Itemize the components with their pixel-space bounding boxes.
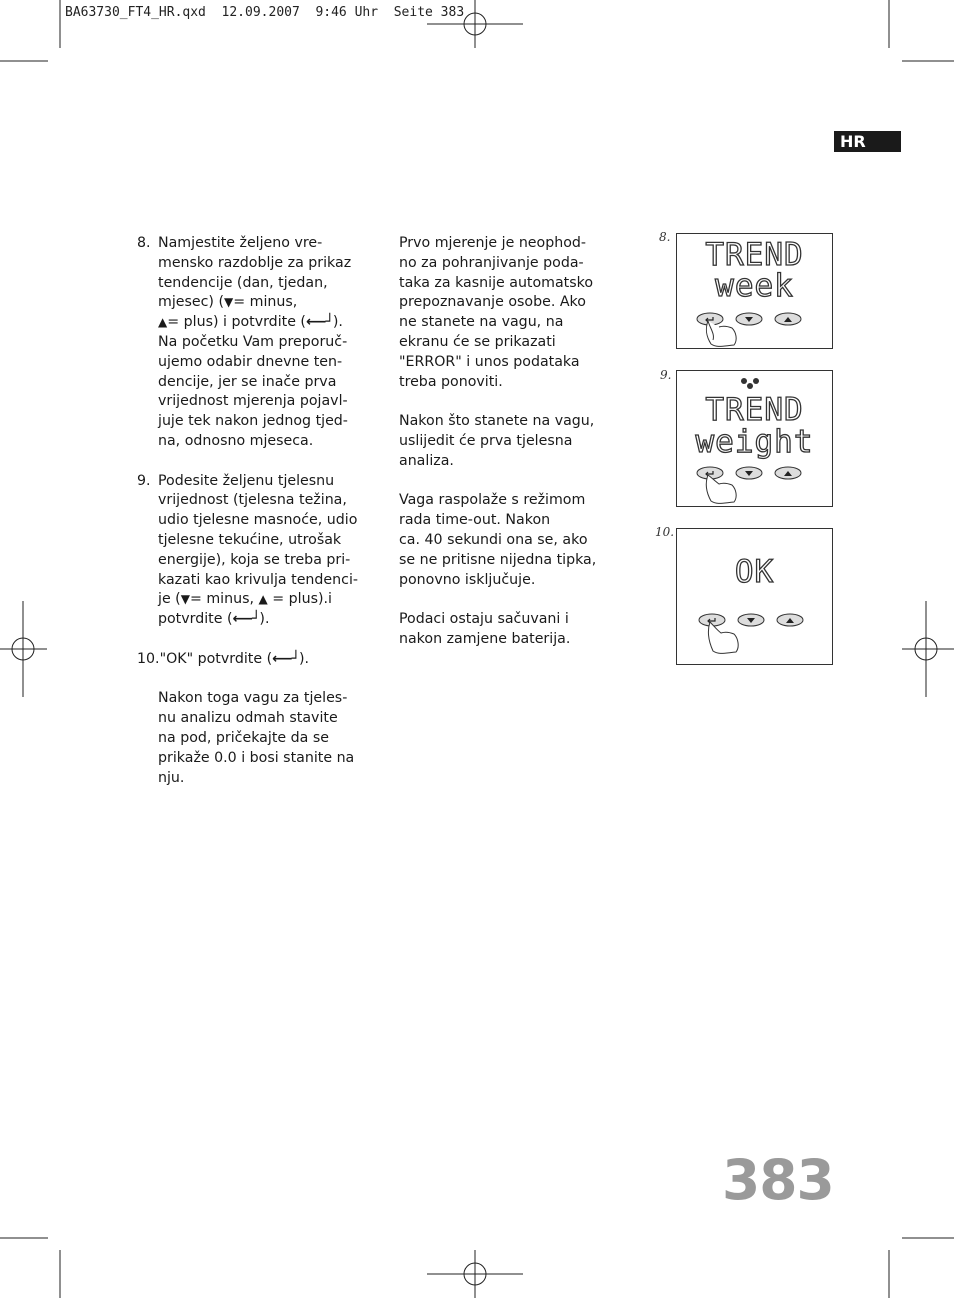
page-number: 383 bbox=[722, 1148, 834, 1212]
pointing-hand-icon bbox=[708, 622, 738, 653]
text-line: se ne pritisne nijedna tipka, bbox=[399, 551, 597, 568]
text-line bbox=[158, 610, 362, 630]
text-line: nakon zamjene baterija. bbox=[399, 630, 571, 647]
step-10 bbox=[137, 650, 362, 670]
after-step-text bbox=[137, 689, 362, 788]
text-fragment: "OK" potvrdite ( bbox=[159, 650, 273, 667]
text-line: Podesite željenu tjelesnu bbox=[158, 472, 335, 489]
text-line: Nakon što stanete na vagu, bbox=[399, 413, 595, 430]
text-line: ekranu će se prikazati bbox=[399, 333, 556, 350]
text-fragment: potvrdite ( bbox=[158, 611, 233, 628]
paragraph-body-analysis bbox=[399, 412, 599, 471]
middle-column bbox=[399, 234, 599, 650]
figure-8-label: 8. bbox=[659, 230, 671, 244]
text-line: vrijednost mjerenja pojavl- bbox=[158, 393, 348, 410]
step-8 bbox=[137, 234, 362, 452]
pointing-hand-icon bbox=[706, 321, 736, 346]
text-fragment: ). bbox=[299, 650, 310, 667]
paragraph-first-measurement bbox=[399, 234, 599, 392]
text-line: treba ponoviti. bbox=[399, 373, 503, 390]
lcd-text-line2: week bbox=[715, 268, 794, 304]
text-line: dencije, jer se inače prva bbox=[158, 373, 337, 390]
text-line: na, odnosno mjeseca. bbox=[158, 432, 314, 449]
lcd-text-line1: TREND bbox=[705, 392, 804, 428]
text-line: ca. 40 sekundi ona se, ako bbox=[399, 531, 588, 548]
step-9 bbox=[137, 472, 362, 630]
triangle-up-icon: ▲ bbox=[258, 592, 268, 607]
enter-arrow-icon: ⟵┘ bbox=[272, 650, 300, 667]
text-line: na pod, pričekajte da se bbox=[158, 729, 329, 746]
text-line: Prvo mjerenje je neophod- bbox=[399, 235, 587, 251]
text-line: no za pohranjivanje poda- bbox=[399, 254, 584, 271]
left-column bbox=[137, 234, 362, 788]
text-line: ne stanete na vagu, na bbox=[399, 314, 564, 331]
text-fragment: = plus) i potvrdite ( bbox=[167, 314, 306, 331]
step-number: 10. bbox=[137, 650, 160, 667]
triangle-down-icon: ▼ bbox=[180, 592, 190, 607]
text-fragment: je ( bbox=[158, 591, 181, 608]
text-line bbox=[158, 313, 362, 333]
text-line: analiza. bbox=[399, 452, 454, 469]
text-line: Namjestite željeno vre- bbox=[158, 235, 323, 251]
text-line: juje tek nakon jednog tjed- bbox=[158, 413, 348, 430]
figure-10-label: 10. bbox=[655, 525, 675, 539]
triangle-down-icon: ▼ bbox=[224, 295, 234, 310]
text-fragment: = plus).i bbox=[267, 591, 332, 608]
scale-buttons bbox=[677, 459, 832, 507]
text-line: prikaže 0.0 i bosi stanite na bbox=[158, 749, 355, 766]
text-fragment: ). bbox=[332, 314, 343, 331]
text-line: kazati kao krivulja tendenci- bbox=[158, 571, 359, 588]
text-line: ujemo odabir dnevne ten- bbox=[158, 353, 343, 370]
text-line: nu analizu odmah stavite bbox=[158, 710, 338, 727]
text-line: Na početku Vam preporuč- bbox=[158, 333, 348, 350]
text-line: vrijednost (tjelesna težina, bbox=[158, 492, 347, 509]
text-line: Vaga raspolaže s režimom bbox=[399, 492, 586, 509]
triangle-up-icon: ▲ bbox=[158, 315, 168, 330]
figure-9-display bbox=[676, 370, 833, 507]
lcd-text-line1: OK bbox=[734, 554, 775, 590]
text-line: uslijedit će prva tjelesna bbox=[399, 432, 573, 449]
text-line: mensko razdoblje za prikaz bbox=[158, 254, 352, 271]
text-line: tendencije (dan, tjedan, bbox=[158, 274, 328, 291]
step-number: 9. bbox=[137, 472, 151, 489]
text-line bbox=[158, 590, 362, 610]
print-slug: BA63730_FT4_HR.qxd 12.09.2007 9:46 Uhr Seite 383 bbox=[65, 5, 465, 20]
text-line: ponovno isključuje. bbox=[399, 571, 536, 588]
figure-8-display bbox=[676, 233, 833, 349]
text-fragment: = minus, bbox=[189, 591, 259, 608]
text-fragment: mjesec) ( bbox=[158, 294, 224, 311]
enter-arrow-icon: ⟵┘ bbox=[305, 314, 333, 331]
language-badge: HR bbox=[834, 131, 901, 152]
enter-arrow-icon: ⟵┘ bbox=[232, 611, 260, 628]
text-line bbox=[158, 293, 362, 313]
text-fragment: ). bbox=[259, 611, 270, 628]
paragraph-data-retention bbox=[399, 610, 599, 650]
figure-9-label: 9. bbox=[660, 368, 672, 382]
text-line: udio tjelesne masnoće, udio bbox=[158, 512, 358, 529]
lcd-text-line2: weight bbox=[695, 424, 814, 460]
scale-buttons bbox=[677, 607, 832, 662]
pointing-hand-icon bbox=[706, 475, 736, 503]
scale-buttons bbox=[677, 304, 832, 349]
text-line: Podaci ostaju sačuvani i bbox=[399, 611, 569, 628]
paragraph-timeout bbox=[399, 491, 599, 590]
text-line: nju. bbox=[158, 769, 185, 786]
text-line: tjelesne tekućine, utrošak bbox=[158, 531, 342, 548]
text-fragment: = minus, bbox=[233, 294, 298, 311]
text-line: prepoznavanje osobe. Ako bbox=[399, 294, 586, 311]
text-line: "ERROR" i unos podataka bbox=[399, 353, 580, 370]
text-line: Nakon toga vagu za tjeles- bbox=[158, 690, 348, 707]
step-number: 8. bbox=[137, 235, 151, 251]
weight-indicator-icon bbox=[739, 377, 763, 389]
text-line: rada time-out. Nakon bbox=[399, 512, 551, 529]
text-line: energije), koja se treba pri- bbox=[158, 551, 351, 568]
lcd-text-line1: TREND bbox=[705, 237, 804, 273]
figure-10-display bbox=[676, 528, 833, 665]
text-line: taka za kasnije automatsko bbox=[399, 274, 594, 291]
